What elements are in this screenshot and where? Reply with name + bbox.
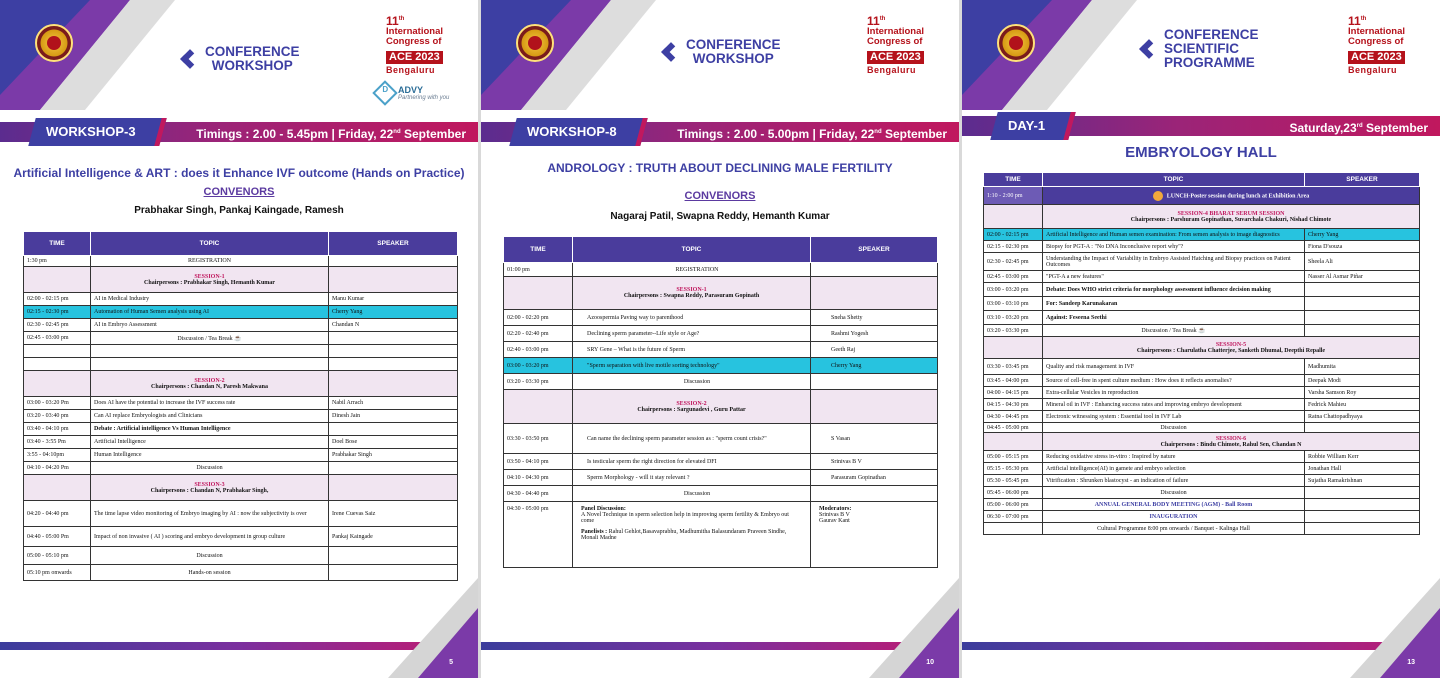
table-row xyxy=(984,387,1420,399)
page-title: CONFERENCE WORKSHOP xyxy=(183,45,300,73)
organization-emblem xyxy=(516,24,554,62)
cell-speaker: Doel Bose xyxy=(329,436,458,449)
chairpersons: Chairpersons : Swapna Reddy, Parasuram Gopinath xyxy=(623,293,760,299)
cell-time: 05:10 pm onwards xyxy=(24,565,91,581)
lunch-icon xyxy=(1153,191,1163,201)
table-row xyxy=(24,462,458,475)
cell-topic: Discussion / Tea Break ☕ xyxy=(1043,325,1305,337)
cell-time: 03:30 - 03:50 pm xyxy=(504,424,573,454)
session-row xyxy=(984,205,1420,229)
table-row xyxy=(984,523,1420,535)
schedule-table xyxy=(503,236,938,568)
cell-speaker: Jonathan Hall xyxy=(1305,463,1420,475)
cell-time: 04:15 - 04:30 pm xyxy=(984,399,1043,411)
cell-speaker: Pankaj Kaingade xyxy=(329,527,458,547)
cell-time: 02:00 - 02:20 pm xyxy=(504,310,573,326)
cell-speaker: Fiona D'souza xyxy=(1305,241,1420,253)
table-row xyxy=(24,293,458,306)
cell-time xyxy=(24,358,91,371)
table-row xyxy=(984,499,1420,511)
table-row xyxy=(984,297,1420,311)
cell-topic: REGISTRATION xyxy=(91,256,329,267)
timings: Timings : 2.00 - 5.45pm | Friday, 22nd September xyxy=(196,127,466,141)
col-topic: TOPIC xyxy=(1043,173,1305,187)
table-row xyxy=(504,342,938,358)
cell-topic: Vitrification : Shrunken blastocyst - an indication of failure xyxy=(1043,475,1305,487)
table-row xyxy=(24,547,458,565)
cell-time: 03:00 - 03:20 pm xyxy=(504,358,573,374)
cell-topic xyxy=(91,345,329,358)
cell-speaker xyxy=(811,486,938,502)
cell-time: 04:00 - 04:15 pm xyxy=(984,387,1043,399)
cell-time: 03:40 - 3:55 Pm xyxy=(24,436,91,449)
table-row xyxy=(504,310,938,326)
corner-decoration xyxy=(962,0,1142,110)
table-row xyxy=(504,326,938,342)
cell-speaker xyxy=(1305,283,1420,297)
highlighted-row xyxy=(504,358,938,374)
cell-time: 02:00 - 02:15 pm xyxy=(984,229,1043,241)
date: Saturday,23rd September xyxy=(1289,121,1428,135)
cell-time: 02:15 - 02:30 pm xyxy=(984,241,1043,253)
highlighted-row xyxy=(984,229,1420,241)
col-time: TIME xyxy=(984,173,1043,187)
table-row xyxy=(984,325,1420,337)
session-row xyxy=(984,433,1420,451)
cell-speaker: Sujatha Ramakrishnan xyxy=(1305,475,1420,487)
session-label: SESSION-4 BHARAT SERUM SESSION xyxy=(1177,210,1285,217)
table-row xyxy=(24,319,458,332)
cell-time: 02:20 - 02:40 pm xyxy=(504,326,573,342)
cell-speaker: Sneha Shetty xyxy=(811,310,938,326)
table-row xyxy=(24,410,458,423)
corner-decoration xyxy=(0,0,180,110)
cell-speaker: Cherry Yang xyxy=(811,358,938,374)
cell-time: 03:50 - 04:10 pm xyxy=(504,454,573,470)
table-row xyxy=(984,359,1420,375)
cell-speaker xyxy=(811,263,938,277)
cell-topic: Is testicular sperm the right direction for elevated DFI xyxy=(573,454,811,470)
hall-title: EMBRYOLOGY HALL xyxy=(1125,144,1277,161)
cell-speaker: Rashmi Yogesh xyxy=(811,326,938,342)
cell-time: 03:20 - 03:30 pm xyxy=(984,325,1043,337)
cell-time: 03:00 - 03:20 Pm xyxy=(24,397,91,410)
table-row xyxy=(984,399,1420,411)
table-row xyxy=(24,436,458,449)
cell-time: 03:40 - 04:10 pm xyxy=(24,423,91,436)
cell-topic: SRY Gene – What is the future of Sperm xyxy=(573,342,811,358)
cell-topic: For: Sandeep Karunakaran xyxy=(1043,297,1305,311)
page-title: CONFERENCE WORKSHOP xyxy=(664,38,781,66)
cell-topic: Extra-cellular Vesicles in reproduction xyxy=(1043,387,1305,399)
corner-decoration xyxy=(481,0,661,110)
workshop-subject: ANDROLOGY : TRUTH ABOUT DECLINING MALE FERTILITY xyxy=(547,161,893,175)
table-row xyxy=(24,358,458,371)
cell-topic: Quality and risk management in IVF xyxy=(1043,359,1305,375)
workshop-tab: WORKSHOP-8 xyxy=(509,118,647,146)
cell-topic: Discussion xyxy=(573,374,811,390)
cell-time: 03:30 - 03:45 pm xyxy=(984,359,1043,375)
cell-topic: Hands-on session xyxy=(91,565,329,581)
lunch-row: 1:10 - 2:00 pm LUNCH-Poster session during lunch at Exhibition Area xyxy=(984,187,1420,205)
cell-time: 02:15 - 02:30 pm xyxy=(24,306,91,319)
col-topic: TOPIC xyxy=(91,232,329,256)
table-row xyxy=(24,256,458,267)
table-row xyxy=(984,463,1420,475)
organization-emblem xyxy=(35,24,73,62)
cell-speaker xyxy=(1305,297,1420,311)
cell-topic: Human Intelligence xyxy=(91,449,329,462)
workshop-tab: WORKSHOP-3 xyxy=(28,118,166,146)
cell-speaker: Parasuram Gopinathan xyxy=(811,470,938,486)
cell-time: 02:30 - 02:45 pm xyxy=(984,253,1043,271)
cell-time: 05:00 - 06:00 pm xyxy=(984,499,1043,511)
table-row xyxy=(984,283,1420,297)
cell-time: 04:30 - 04:45 pm xyxy=(984,411,1043,423)
ace-logo: 11th International Congress of ACE 2023 Bengaluru xyxy=(386,14,444,75)
cell-speaker xyxy=(1305,487,1420,499)
cell-time: 03:20 - 03:40 pm xyxy=(24,410,91,423)
cell-topic: Discussion / Tea Break ☕ xyxy=(91,332,329,345)
cell-time: 04:30 - 04:40 pm xyxy=(504,486,573,502)
cell-speaker xyxy=(329,256,458,267)
convenors-heading: CONVENORS xyxy=(684,190,756,202)
cell-speaker: Nasser Al Asmar Piñar xyxy=(1305,271,1420,283)
cell-speaker: Cherry Yang xyxy=(329,306,458,319)
corner-decoration xyxy=(1330,568,1440,678)
cell-topic: Electronic witnessing system : Essential tool in IVF Lab xyxy=(1043,411,1305,423)
session-label: SESSION-2 xyxy=(194,377,225,384)
cell-time: 04:45 - 05:00 pm xyxy=(984,423,1043,433)
cell-topic: AI in Medical Industry xyxy=(91,293,329,306)
cell-speaker: Dinesh Jain xyxy=(329,410,458,423)
cell-speaker: Ratna Chattopadhyaya xyxy=(1305,411,1420,423)
table-row xyxy=(984,411,1420,423)
session-label: SESSION-3 xyxy=(194,481,225,488)
cell-topic: Biopsy for PGT-A : "No DNA Inconclusive report why"? xyxy=(1043,241,1305,253)
cell-topic: REGISTRATION xyxy=(573,263,811,277)
cell-speaker: Srinivas B V xyxy=(811,454,938,470)
col-time: TIME xyxy=(504,237,573,263)
cell-time: 05:45 - 06:00 pm xyxy=(984,487,1043,499)
chevron-left-icon xyxy=(661,42,681,62)
cell-topic: Sperm Morphology - will it stay relevant ? xyxy=(573,470,811,486)
cell-topic: ANNUAL GENERAL BODY MEETING (AGM) - Ball Room xyxy=(1043,499,1305,511)
cell-speaker xyxy=(1305,499,1420,511)
table-row xyxy=(984,311,1420,325)
table-row xyxy=(984,451,1420,463)
corner-decoration xyxy=(368,568,478,678)
schedule-table xyxy=(23,231,458,581)
cell-topic: Reducing oxidative stress in-vitro : Inspired by nature xyxy=(1043,451,1305,463)
page-number: 5 xyxy=(449,659,453,666)
session-row xyxy=(504,390,938,424)
chairpersons: Chairpersons : Chandan N, Prabhakar Singh, xyxy=(150,487,269,494)
cell-speaker: Chandan N xyxy=(329,319,458,332)
cell-time: 05:00 - 05:10 pm xyxy=(24,547,91,565)
convenors-names: Nagaraj Patil, Swapna Reddy, Hemanth Kumar xyxy=(610,211,830,222)
cell-topic: Can name the declining sperm parameter session as : "sperm count crisis?" xyxy=(573,424,811,454)
cell-speaker: Geeth Raj xyxy=(811,342,938,358)
table-row xyxy=(984,253,1420,271)
cell-speaker: S Vasan xyxy=(811,424,938,454)
cell-topic: Against: Feseena Seethi xyxy=(1043,311,1305,325)
cell-topic: Impact of non invasive ( AI ) scoring and embryo development in group culture xyxy=(91,527,329,547)
session-label: SESSION-5 xyxy=(1215,341,1247,348)
chairpersons: Chairpersons : Charulatha Chatterjee, Sanketh Dhumal, Deepthi Repalle xyxy=(1136,347,1326,354)
organization-emblem xyxy=(997,24,1035,62)
page-number: 13 xyxy=(1407,659,1415,666)
col-topic: TOPIC xyxy=(573,237,811,263)
panel-row: 04:30 - 05:00 pm Panel Discussion: A Novel Technique in sperm selection help in improving sperm fertility & Embryo out come Panelists : Rahul Gehlot,Basavaprabhu, Madhumitha Balasundaram Praveen Sindhe, Monali Madne Moderators: Srinivas B V Gaurav Kant xyxy=(504,502,938,568)
cell-speaker: Varsha Samson Roy xyxy=(1305,387,1420,399)
sponsor-logo: D ADVY Partnering with you xyxy=(376,84,449,102)
cell-speaker: Fedrick Mahieu xyxy=(1305,399,1420,411)
convenors-names: Prabhakar Singh, Pankaj Kaingade, Ramesh xyxy=(134,205,344,216)
cell-speaker xyxy=(329,547,458,565)
cell-topic: "PGT-A a new features" xyxy=(1043,271,1305,283)
cell-speaker xyxy=(811,374,938,390)
cell-speaker xyxy=(1305,311,1420,325)
cell-time: 05:30 - 05:45 pm xyxy=(984,475,1043,487)
cell-time: 04:20 - 04:40 pm xyxy=(24,501,91,527)
table-row xyxy=(984,475,1420,487)
cell-speaker: Prabhakar Singh xyxy=(329,449,458,462)
cell-topic: Understanding the Impact of Variability in Embryo Assisted Hatching and Biopsy practices on Patient Outcomes xyxy=(1043,253,1305,271)
table-row xyxy=(504,470,938,486)
table-row xyxy=(24,345,458,358)
chairpersons: Chairpersons : Sargunadevi , Guru Pattar xyxy=(637,406,746,413)
cell-time: 03:00 - 03:10 pm xyxy=(984,297,1043,311)
cell-speaker: Manu Kumar xyxy=(329,293,458,306)
table-row xyxy=(24,527,458,547)
ace-logo: 11th International Congress of ACE 2023 Bengaluru xyxy=(867,14,925,75)
cell-topic: Debate: Does WHO strict criteria for morphology assessment influence decision making xyxy=(1043,283,1305,297)
cell-speaker xyxy=(329,345,458,358)
cell-time: 3:55 - 04:10pm xyxy=(24,449,91,462)
cell-topic: Azoospermia Paving way to parenthood xyxy=(573,310,811,326)
session-row xyxy=(984,337,1420,359)
timings: Timings : 2.00 - 5.00pm | Friday, 22nd September xyxy=(677,127,947,141)
table-row xyxy=(24,449,458,462)
cell-topic xyxy=(91,358,329,371)
cell-speaker xyxy=(329,332,458,345)
chairpersons: Chairpersons : Parshuram Gopinathan, Suvarchala Chakuri, Nishad Chimote xyxy=(1130,216,1332,223)
cell-time: 02:45 - 03:00 pm xyxy=(24,332,91,345)
cell-topic: Discussion xyxy=(1043,423,1305,433)
diamond-icon: D xyxy=(372,80,397,105)
page-title: CONFERENCE SCIENTIFIC PROGRAMME xyxy=(1142,28,1259,70)
session-row xyxy=(504,277,938,310)
cell-speaker xyxy=(1305,523,1420,535)
table-row xyxy=(24,501,458,527)
cell-time: 06:30 - 07:00 pm xyxy=(984,511,1043,523)
cell-topic: Can AI replace Embryologists and Clinicians xyxy=(91,410,329,423)
page-scientific-programme xyxy=(962,0,1440,678)
session-label: SESSION-1 xyxy=(194,273,225,280)
cell-topic: Artificial Intelligence and Human semen examination: From semen analysis to image diagnostics xyxy=(1043,229,1305,241)
table-row xyxy=(24,423,458,436)
cell-speaker xyxy=(1305,423,1420,433)
cell-time: 01:00 pm xyxy=(504,263,573,277)
cell-speaker: Irene Cuevas Saiz xyxy=(329,501,458,527)
table-row xyxy=(984,375,1420,387)
cell-topic: Automation of Human Semen analysis using AI xyxy=(91,306,329,319)
cell-topic: "Sperm separation with live motile sorting technology" xyxy=(573,358,811,374)
chairpersons: Chairpersons : Prabhakar Singh, Hemanth Kumar xyxy=(144,279,275,286)
cell-time: 02:30 - 02:45 pm xyxy=(24,319,91,332)
cell-topic: Cultural Programme 8:00 pm onwards / Banquet - Kalinga Hall xyxy=(1043,523,1305,535)
cell-time: 03:10 - 03:20 pm xyxy=(984,311,1043,325)
cell-time: 05:15 - 05:30 pm xyxy=(984,463,1043,475)
table-row xyxy=(984,241,1420,253)
session-row xyxy=(24,475,458,501)
cell-time: 1:30 pm xyxy=(24,256,91,267)
cell-speaker xyxy=(329,462,458,475)
cell-topic: Debate : Artificial intelligence Vs Human Intelligence xyxy=(91,423,329,436)
page-number: 10 xyxy=(926,659,934,666)
table-row xyxy=(984,271,1420,283)
table-row xyxy=(504,454,938,470)
cell-speaker: Deepak Modi xyxy=(1305,375,1420,387)
cell-time: 04:10 - 04:20 Pm xyxy=(24,462,91,475)
table-row xyxy=(984,511,1420,523)
col-time: TIME xyxy=(24,232,91,256)
cell-speaker xyxy=(1305,511,1420,523)
cell-speaker: Sheela Ali xyxy=(1305,253,1420,271)
session-label: SESSION-2 xyxy=(676,400,707,407)
session-label: SESSION-1 xyxy=(676,287,707,293)
cell-speaker: Nabil Arrach xyxy=(329,397,458,410)
table-row xyxy=(504,374,938,390)
cell-topic: INAUGURATION xyxy=(1043,511,1305,523)
cell-topic: Discussion xyxy=(1043,487,1305,499)
cell-time: 02:00 - 02:15 pm xyxy=(24,293,91,306)
cell-topic: AI in Embryo Assessment xyxy=(91,319,329,332)
highlighted-row xyxy=(24,306,458,319)
session-row xyxy=(24,371,458,397)
col-speaker: SPEAKER xyxy=(1305,173,1420,187)
cell-speaker: Madhumita xyxy=(1305,359,1420,375)
table-row xyxy=(984,487,1420,499)
session-row xyxy=(24,267,458,293)
page-workshop-3 xyxy=(0,0,478,678)
cell-topic: Discussion xyxy=(573,486,811,502)
cell-speaker xyxy=(1305,325,1420,337)
table-row xyxy=(24,397,458,410)
cell-time: 04:10 - 04:30 pm xyxy=(504,470,573,486)
cell-time: 02:45 - 03:00 pm xyxy=(984,271,1043,283)
table-row xyxy=(984,423,1420,433)
cell-time: 04:40 - 05:00 Pm xyxy=(24,527,91,547)
cell-topic: The time lapse video monitoring of Embryo imaging by AI : now the subjectivity is over xyxy=(91,501,329,527)
cell-time xyxy=(24,345,91,358)
cell-topic: Artificial intelligence(AI) in gamete and embryo selection xyxy=(1043,463,1305,475)
cell-topic: Discussion xyxy=(91,547,329,565)
cell-time: 03:20 - 03:30 pm xyxy=(504,374,573,390)
table-row xyxy=(504,263,938,277)
cell-topic: Mineral oil in IVF : Enhancing success rates and improving embryo development xyxy=(1043,399,1305,411)
chevron-left-icon xyxy=(1139,39,1159,59)
cell-topic: Declining sperm parameter--Life style or Age? xyxy=(573,326,811,342)
schedule-table xyxy=(983,172,1420,535)
cell-topic: Source of cell-free in spent culture medium : How does it reflects anomalies? xyxy=(1043,375,1305,387)
cell-speaker: Robbie William Kerr xyxy=(1305,451,1420,463)
session-label: SESSION-6 xyxy=(1215,435,1247,442)
cell-speaker xyxy=(329,423,458,436)
cell-speaker: Cherry Yang xyxy=(1305,229,1420,241)
workshop-subject: Artificial Intelligence & ART : does it Enhance IVF outcome (Hands on Practice) xyxy=(13,166,465,180)
cell-time: 03:45 - 04:00 pm xyxy=(984,375,1043,387)
cell-time xyxy=(984,523,1043,535)
cell-topic: Does AI have the potential to increase the IVF success rate xyxy=(91,397,329,410)
cell-topic: Discussion xyxy=(91,462,329,475)
cell-time: 02:40 - 03:00 pm xyxy=(504,342,573,358)
chairpersons: Chairpersons : Chandan N, Paresh Makwana xyxy=(151,383,268,390)
table-row xyxy=(504,424,938,454)
col-speaker: SPEAKER xyxy=(329,232,458,256)
cell-topic: Artificial Intelligence xyxy=(91,436,329,449)
chevron-left-icon xyxy=(180,49,200,69)
chairpersons: Chairpersons : Bindu Chimote, Rahul Sen, Chandan N xyxy=(1160,441,1302,448)
convenors-heading: CONVENORS xyxy=(203,186,275,198)
ace-logo: 11th International Congress of ACE 2023 Bengaluru xyxy=(1348,14,1406,75)
day-tab: DAY-1 xyxy=(990,112,1076,140)
cell-time: 03:00 - 03:20 pm xyxy=(984,283,1043,297)
table-row xyxy=(24,332,458,345)
corner-decoration xyxy=(849,568,959,678)
cell-time: 05:00 - 05:15 pm xyxy=(984,451,1043,463)
col-speaker: SPEAKER xyxy=(811,237,938,263)
table-row xyxy=(504,486,938,502)
cell-speaker xyxy=(329,358,458,371)
page-workshop-8 xyxy=(481,0,959,678)
